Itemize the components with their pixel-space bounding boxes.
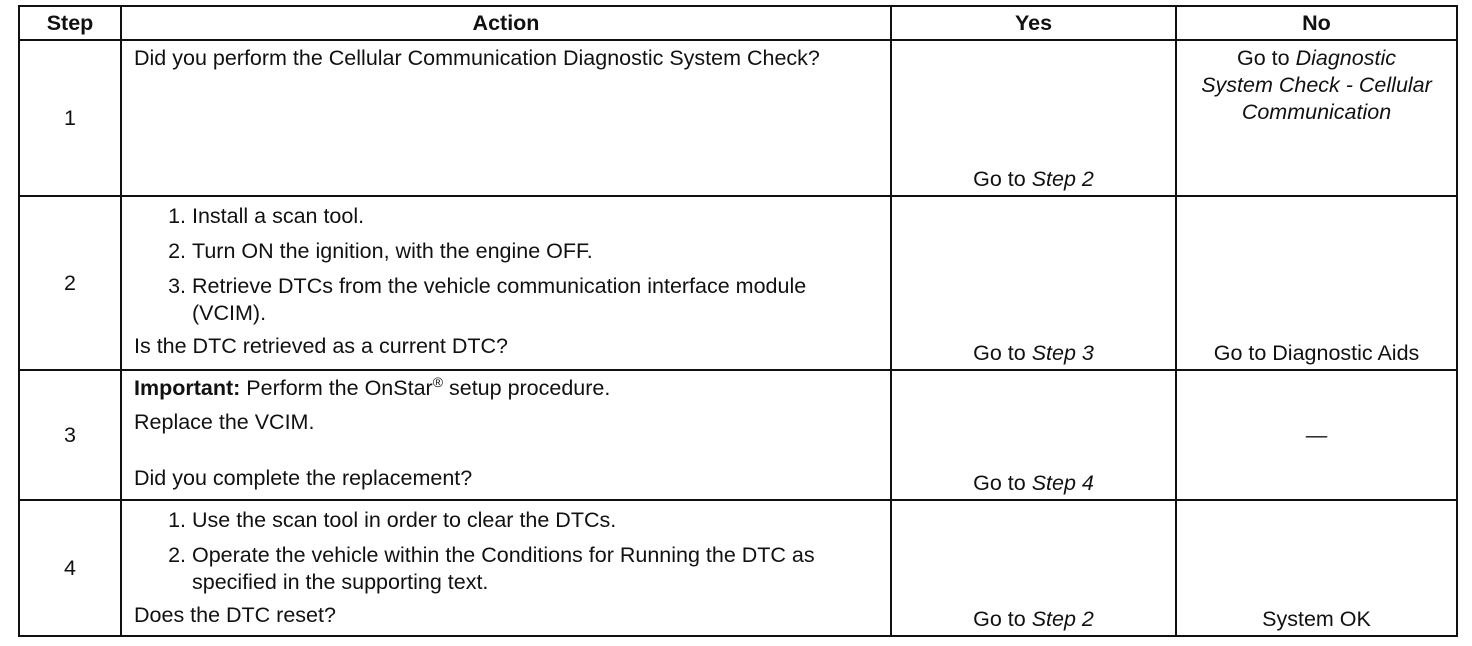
registered-mark: ®: [432, 373, 444, 390]
question-text: Does the DTC reset?: [134, 603, 336, 627]
action-cell: [121, 500, 891, 636]
action-list: [134, 507, 880, 596]
header-no: No: [1176, 6, 1457, 40]
no-text: System OK: [1262, 607, 1371, 631]
table-row: [19, 500, 1457, 636]
yes-prefix: Go to: [973, 167, 1026, 191]
yes-cell: [891, 196, 1176, 370]
yes-link[interactable]: Step 3: [1031, 341, 1094, 365]
list-item: 1. Use the scan tool in order to clear the DTCs.: [192, 507, 880, 534]
step-number: 2: [19, 196, 121, 370]
yes-link[interactable]: Step 4: [1031, 471, 1094, 495]
step-number: 4: [19, 500, 121, 636]
no-cell: [1176, 40, 1457, 196]
important-label: Important:: [134, 376, 241, 400]
list-item: 2. Turn ON the ignition, with the engine OFF.: [192, 238, 880, 265]
yes-cell: [891, 370, 1176, 500]
yes-link[interactable]: Step 2: [1031, 607, 1094, 631]
no-text: —: [1305, 422, 1328, 447]
yes-link[interactable]: Step 2: [1031, 167, 1094, 191]
step-number: 1: [19, 40, 121, 196]
table-row: [19, 196, 1457, 370]
yes-prefix: Go to: [973, 471, 1026, 495]
yes-prefix: Go to: [973, 607, 1026, 631]
yes-prefix: Go to: [973, 341, 1026, 365]
no-prefix: Go to: [1237, 46, 1290, 70]
step-number: 3: [19, 370, 121, 500]
action-list: [134, 203, 880, 327]
action-cell: [121, 196, 891, 370]
important-text-end: setup procedure.: [449, 376, 611, 400]
no-text[interactable]: Go to Diagnostic Aids: [1213, 341, 1420, 365]
action-line: Replace the VCIM.: [134, 410, 315, 434]
header-step: Step: [19, 6, 121, 40]
important-note: [134, 371, 880, 402]
header-yes: Yes: [891, 6, 1176, 40]
no-cell: [1176, 370, 1457, 500]
question-text: Did you complete the replacement?: [134, 466, 473, 490]
yes-cell: [891, 500, 1176, 636]
list-item: 2. Operate the vehicle within the Conditions for Running the DTC as specified in the supporting text.: [192, 542, 880, 596]
action-cell: [121, 370, 891, 500]
no-cell: [1176, 196, 1457, 370]
action-text: Did you perform the Cellular Communication Diagnostic System Check?: [134, 46, 820, 70]
table-row: [19, 370, 1457, 500]
list-item: 3. Retrieve DTCs from the vehicle communication interface module (VCIM).: [192, 273, 880, 327]
list-item: 1. Install a scan tool.: [192, 203, 880, 230]
header-row: [19, 6, 1457, 40]
table-row: [19, 40, 1457, 196]
no-cell: [1176, 500, 1457, 636]
diagnostic-table: [18, 5, 1458, 637]
action-cell: [121, 40, 891, 196]
question-text: Is the DTC retrieved as a current DTC?: [134, 334, 508, 358]
yes-cell: [891, 40, 1176, 196]
no-link[interactable]: Diagnostic System Check - Cellular Communication: [1201, 46, 1432, 124]
important-text: Perform the OnStar: [246, 376, 433, 400]
header-action: Action: [121, 6, 891, 40]
